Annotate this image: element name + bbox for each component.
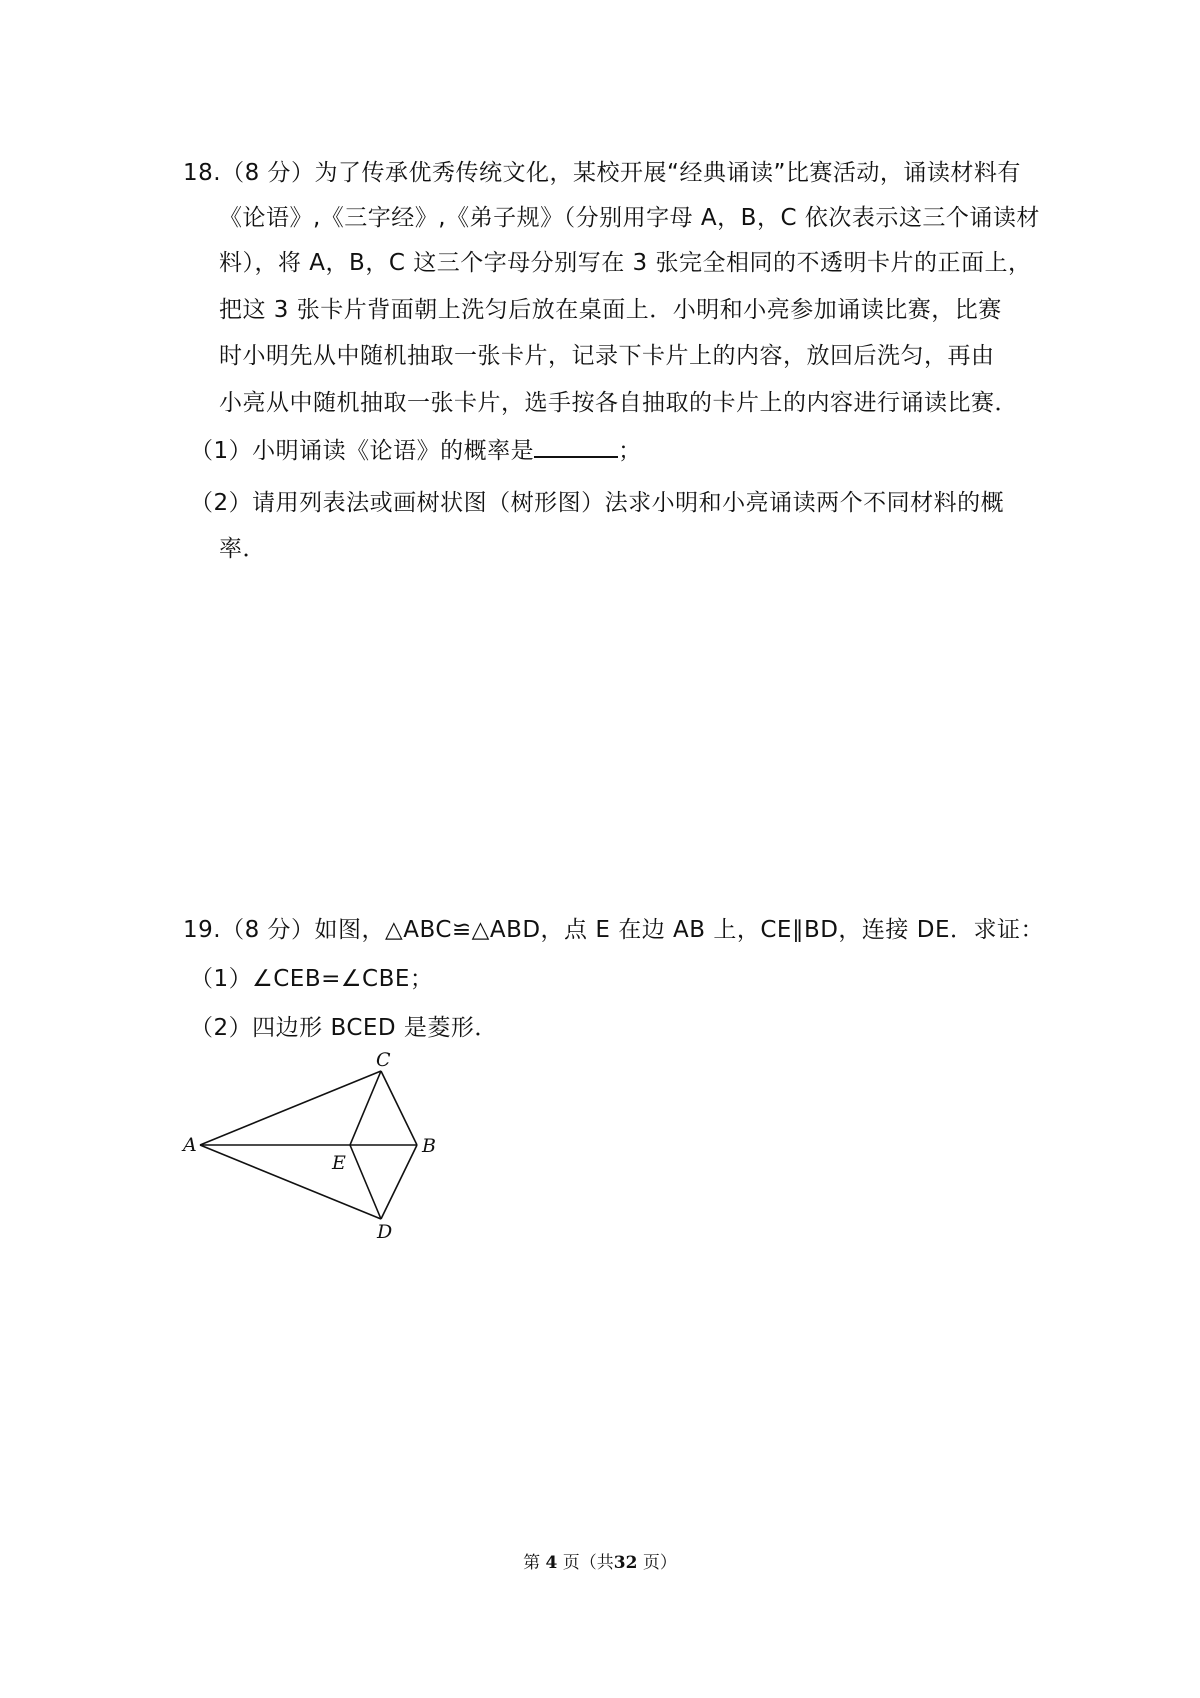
q19-part2: （2）四边形 BCED 是菱形． [190, 1015, 498, 1041]
segment-cb [381, 1071, 417, 1145]
q18-part1-end: ； [618, 438, 642, 464]
q18-part2-line-2: 率． [219, 536, 266, 562]
q18-line-2: 《论语》,《三字经》,《弟子规》（分别用字母 A，B，C 依次表示这三个诵读材 [219, 205, 1040, 231]
q18-line-3: 料），将 A，B，C 这三个字母分别写在 3 张完全相同的不透明卡片的正面上， [219, 250, 1032, 276]
footer-suffix: 页） [642, 1553, 677, 1573]
q19-stem: 19.（8 分）如图，△ABC≌△ABD，点 E 在边 AB 上，CE∥BD，连接 DE．求证： [183, 917, 1044, 943]
q18-line-1: 18.（8 分）为了传承优秀传统文化，某校开展“经典诵读”比赛活动，诵读材料有 [183, 160, 1021, 186]
figure-svg [180, 1052, 440, 1242]
q18-line-4: 把这 3 张卡片背面朝上洗匀后放在桌面上．小明和小亮参加诵读比赛，比赛 [219, 297, 1002, 323]
label-e: E [332, 1152, 346, 1174]
q18-part2-line-1: （2）请用列表法或画树状图（树形图）法求小明和小亮诵读两个不同材料的概 [190, 490, 1005, 516]
segment-bd [381, 1145, 417, 1219]
label-d: D [377, 1221, 393, 1242]
footer-middle: 页（共 [562, 1553, 614, 1573]
q18-line-6: 小亮从中随机抽取一张卡片，选手按各自抽取的卡片上的内容进行诵读比赛． [219, 390, 1018, 416]
page-footer [0, 1548, 1200, 1573]
label-c: C [376, 1052, 391, 1071]
label-a: A [183, 1134, 197, 1156]
q18-line-5: 时小明先从中随机抽取一张卡片，记录下卡片上的内容，放回后洗匀，再由 [219, 343, 995, 369]
footer-prefix: 第 [523, 1553, 541, 1573]
geometry-figure [180, 1052, 440, 1242]
footer-page-number: 4 [545, 1553, 558, 1573]
q18-part1-text: （1）小明诵读《论语》的概率是 [190, 438, 535, 464]
label-b: B [422, 1135, 436, 1157]
answer-blank [534, 434, 618, 458]
q19-part1: （1）∠CEB=∠CBE； [190, 966, 434, 992]
footer-total-pages: 32 [613, 1553, 638, 1573]
q18-part1 [190, 434, 642, 466]
